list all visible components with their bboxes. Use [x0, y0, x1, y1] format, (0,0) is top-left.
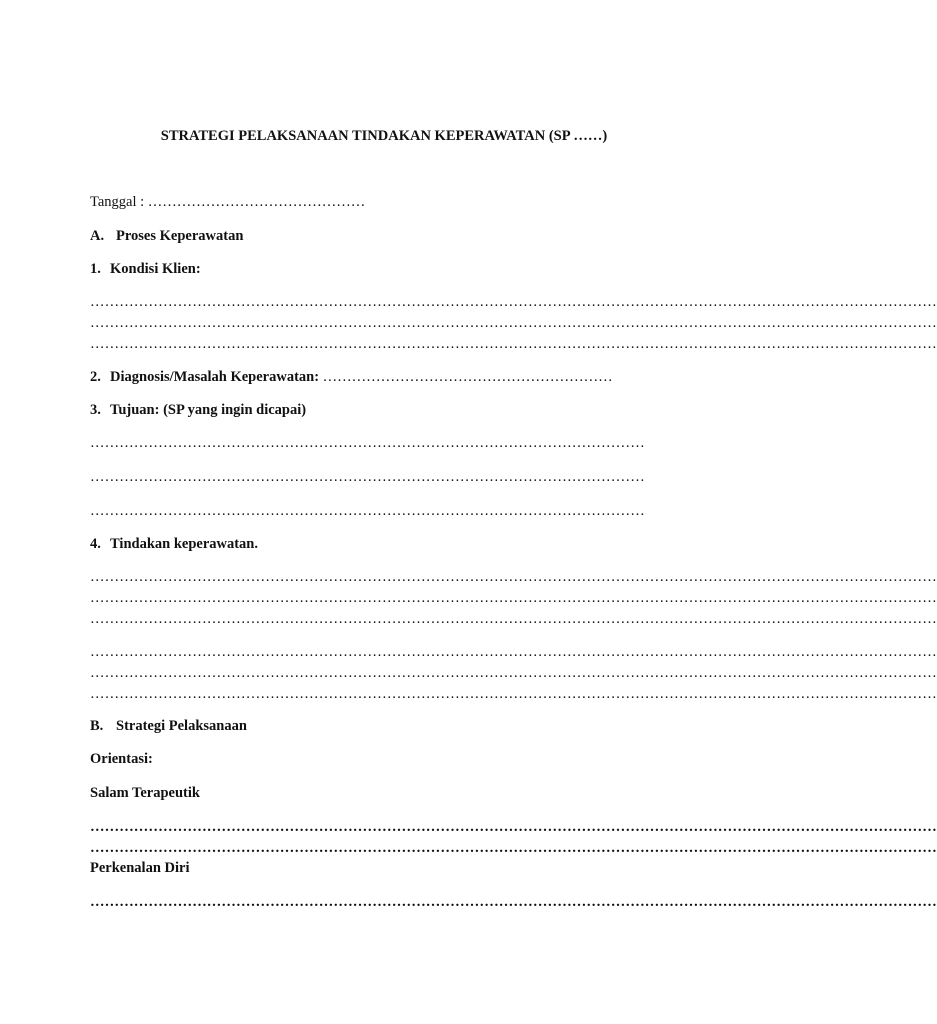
- perkenalan-line-1[interactable]: …………………………………………………………………………………………………………………………………………………………: [90, 894, 937, 910]
- tanggal-field[interactable]: ………………………………………: [147, 194, 366, 210]
- diagnosis-row: [90, 368, 613, 386]
- tujuan-line-3[interactable]: ……………………………………………………………………………………………………: [90, 503, 645, 519]
- tujuan-line-2[interactable]: ……………………………………………………………………………………………………: [90, 469, 645, 485]
- item3-number: 3.: [90, 402, 101, 418]
- section-a-heading: [90, 227, 243, 245]
- kondisi-klien-line-2[interactable]: …………………………………………………………………………………………………………………………………………………………: [90, 315, 937, 331]
- item2-number: 2.: [90, 369, 101, 385]
- perkenalan-diri-heading: Perkenalan Diri: [90, 860, 190, 876]
- salam-line-1[interactable]: …………………………………………………………………………………………………………………………………………………………: [90, 819, 937, 835]
- kondisi-klien-heading: [90, 260, 201, 278]
- tindakan-line-3[interactable]: …………………………………………………………………………………………………………………………………………………………: [90, 611, 937, 627]
- salam-terapeutik-heading: Salam Terapeutik: [90, 785, 200, 801]
- tindakan-line-6[interactable]: …………………………………………………………………………………………………………………………………………………………: [90, 686, 937, 702]
- item4-label: Tindakan keperawatan.: [110, 536, 258, 552]
- section-b-letter: B.: [90, 718, 104, 734]
- item4-number: 4.: [90, 536, 101, 552]
- tanggal-label: Tanggal :: [90, 194, 145, 210]
- tindakan-line-5[interactable]: …………………………………………………………………………………………………………………………………………………………: [90, 665, 937, 681]
- item2-label: Diagnosis/Masalah Keperawatan:: [110, 369, 320, 385]
- tindakan-line-2[interactable]: …………………………………………………………………………………………………………………………………………………………: [90, 590, 937, 606]
- kondisi-klien-line-1[interactable]: …………………………………………………………………………………………………………………………………………………………: [90, 294, 937, 310]
- document-title: STRATEGI PELAKSANAAN TINDAKAN KEPERAWATAN (SP ……): [160, 128, 608, 144]
- salam-line-2[interactable]: …………………………………………………………………………………………………………………………………………………………: [90, 840, 937, 856]
- tujuan-line-1[interactable]: ……………………………………………………………………………………………………: [90, 435, 645, 451]
- tindakan-heading: [90, 535, 258, 553]
- tujuan-heading: [90, 401, 306, 419]
- kondisi-klien-line-3[interactable]: …………………………………………………………………………………………………………………………………………………………: [90, 336, 937, 352]
- item3-label: Tujuan: (SP yang ingin dicapai): [110, 402, 307, 418]
- section-b-heading: [90, 717, 247, 735]
- section-a-label: Proses Keperawatan: [116, 228, 244, 244]
- item1-number: 1.: [90, 261, 101, 277]
- diagnosis-field[interactable]: ……………………………………………………: [322, 369, 613, 385]
- orientasi-heading: Orientasi:: [90, 751, 153, 767]
- tindakan-line-1[interactable]: …………………………………………………………………………………………………………………………………………………………: [90, 569, 937, 585]
- section-b-label: Strategi Pelaksanaan: [116, 718, 247, 734]
- tanggal-row: [90, 193, 365, 211]
- tindakan-line-4[interactable]: …………………………………………………………………………………………………………………………………………………………: [90, 644, 937, 660]
- section-a-letter: A.: [90, 228, 105, 244]
- item1-label: Kondisi Klien:: [110, 261, 201, 277]
